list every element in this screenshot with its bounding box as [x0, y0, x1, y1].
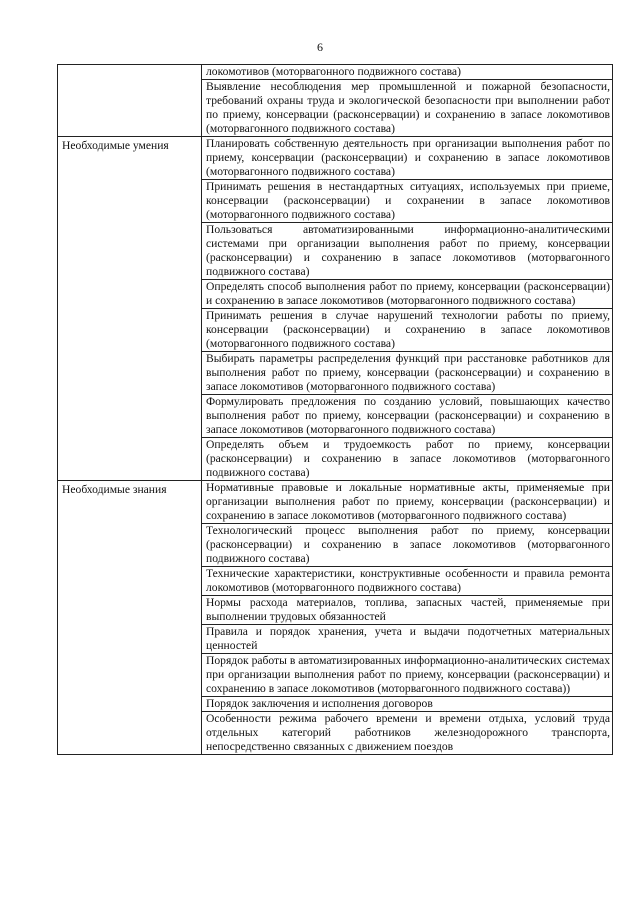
category-cell-skills: Необходимые умения — [58, 137, 202, 481]
requirement-cell: Формулировать предложения по созданию условий, повышающих качество выполнения работ по приему, консервации (расконсервации) и сохранению в запасе локомотивов (моторвагонного подвижного состава) — [202, 395, 613, 438]
requirement-cell: Планировать собственную деятельность при организации выполнения работ по приему, консервации (расконсервации) и сохранению в запасе локомотивов (моторвагонного подвижного состава) — [202, 137, 613, 180]
requirement-cell: Нормативные правовые и локальные нормативные акты, применяемые при организации выполнения работ по приему, консервации (расконсервации) и сохранению в запасе локомотивов (моторвагонного подвижного состава) — [202, 481, 613, 524]
requirement-cell: локомотивов (моторвагонного подвижного состава) — [202, 65, 613, 80]
requirement-cell: Выявление несоблюдения мер промышленной и пожарной безопасности, требований охраны труда и экологической безопасности при выполнении работ по приему, консервации (расконсервации) и сохранению в запасе локомотивов (моторвагонного подвижного состава) — [202, 80, 613, 137]
requirement-cell: Технические характеристики, конструктивные особенности и правила ремонта локомотивов (моторвагонного подвижного состава) — [202, 567, 613, 596]
requirement-cell: Определять способ выполнения работ по приему, консервации (расконсервации) и сохранению в запасе локомотивов (моторвагонного подвижного состава) — [202, 280, 613, 309]
table-row — [58, 481, 613, 524]
requirement-cell: Пользоваться автоматизированными информационно-аналитическими системами при организации выполнения работ по приему, консервации (расконсервации) и сохранению в запасе локомотивов (моторвагонного подвижного состава) — [202, 223, 613, 280]
requirement-cell: Особенности режима рабочего времени и времени отдыха, условий труда отдельных категорий работников железнодорожного транспорта, непосредственно связанных с движением поездов — [202, 712, 613, 755]
requirement-cell: Порядок работы в автоматизированных информационно-аналитических системах при организации выполнения работ по приему, консервации (расконсервации) и сохранению в запасе локомотивов (моторвагонного подвижного состава)) — [202, 654, 613, 697]
requirements-table — [57, 64, 613, 755]
table-row — [58, 137, 613, 180]
category-cell — [58, 65, 202, 137]
page-number: 6 — [317, 40, 323, 54]
requirement-cell: Принимать решения в случае нарушений технологии работы по приему, консервации (расконсервации) и сохранению в запасе локомотивов (моторвагонного подвижного состава) — [202, 309, 613, 352]
requirement-cell: Принимать решения в нестандартных ситуациях, используемых при приеме, консервации (расконсервации) и сохранении в запасе локомотивов (моторвагонного подвижного состава) — [202, 180, 613, 223]
requirement-cell: Нормы расхода материалов, топлива, запасных частей, применяемые при выполнении трудовых обязанностей — [202, 596, 613, 625]
table-row — [58, 65, 613, 80]
requirement-cell: Технологический процесс выполнения работ по приему, консервации (расконсервации) и сохранению в запасе локомотивов (моторвагонного подвижного состава) — [202, 524, 613, 567]
requirement-cell: Выбирать параметры распределения функций при расстановке работников для выполнения работ по приему, консервации (расконсервации) и сохранению в запасе локомотивов (моторвагонного подвижного состава) — [202, 352, 613, 395]
category-cell-knowledge: Необходимые знания — [58, 481, 202, 755]
requirement-cell: Правила и порядок хранения, учета и выдачи подотчетных материальных ценностей — [202, 625, 613, 654]
requirement-cell: Определять объем и трудоемкость работ по приему, консервации (расконсервации) и сохранению в запасе локомотивов (моторвагонного подвижного состава) — [202, 438, 613, 481]
requirement-cell: Порядок заключения и исполнения договоров — [202, 697, 613, 712]
